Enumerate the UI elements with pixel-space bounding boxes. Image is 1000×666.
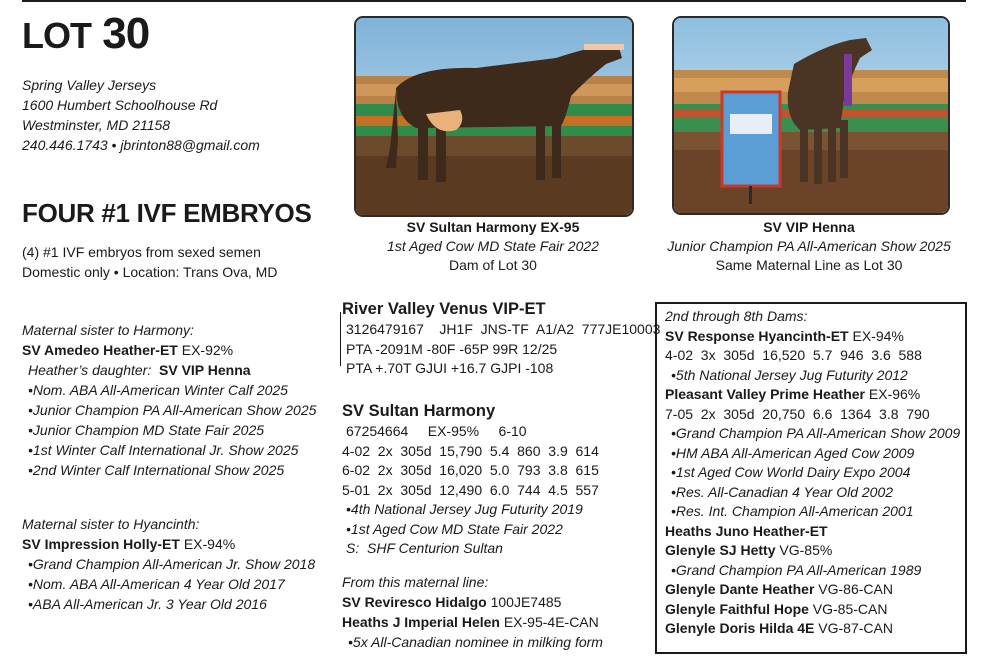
cow-name: SV Impression Holly-ET [22,536,180,552]
cow-score: VG-85-CAN [808,600,888,617]
award-bullet: •ABA All-American Jr. 3 Year Old 2016 [28,596,267,612]
section-intro: From this maternal line: [342,574,489,590]
harmony-photo [354,16,634,217]
lot-description [22,242,277,282]
award-bullet: •Junior Champion MD State Fair 2025 [28,422,265,438]
award-bullet: •5th National Jersey Jug Futurity 2012 [671,366,908,383]
relative-info: 100JE7485 [486,594,562,610]
section-intro: Maternal sister to Harmony: [22,322,194,338]
description-line: (4) #1 IVF embryos from sexed semen [22,244,261,260]
cow-name: SV Amedeo Heather-ET [22,342,178,358]
lot-title [22,8,149,62]
cow-score: EX-92% [177,342,234,358]
cow-score: VG-86-CAN [814,581,893,597]
dams-section [665,307,961,639]
cow-score: EX-94% [848,327,904,344]
photo-award: Junior Champion PA All-American Show 2025 [667,238,951,254]
award-bullet: •Res. All-Canadian 4 Year Old 2002 [671,483,894,500]
award-bullet: •Grand Champion PA All-American Show 2009 [671,425,961,441]
award-bullet: •2nd Winter Calf International Show 2025 [28,462,285,478]
cow-name: SV Response Hyancinth-ET [665,327,849,344]
lot-prefix: LOT [22,15,91,56]
dam-name: SV Sultan Harmony [342,402,496,420]
production-record: 4-02 2x 305d 15,790 5.4 860 3.9 614 [342,442,599,459]
award-bullet: •1st Aged Cow World Dairy Expo 2004 [671,464,911,480]
maternal-sister-harmony-section [22,320,342,480]
cow-score: EX-96% [865,386,921,402]
award-bullet: •Junior Champion PA All-American Show 2025 [28,402,317,418]
cow-name: Glenyle SJ Hetty [665,542,776,558]
award-bullet: •Grand Champion PA All-American 1989 [671,561,922,578]
award-bullet: •1st Winter Calf International Jr. Show 2025 [28,442,299,458]
cow-score: EX-94% [179,536,236,552]
award-bullet: •1st Aged Cow MD State Fair 2022 [346,520,563,537]
sire-section [342,298,661,379]
dam-id-line: 67254664 EX-95% 6-10 [346,423,527,439]
section-intro: Maternal sister to Hyancinth: [22,516,200,532]
daughter-name: SV VIP Henna [159,362,251,378]
top-rule [22,0,966,2]
dam-section [342,400,652,559]
sire-rule [340,312,341,366]
cow-name: Glenyle Dante Heather [665,581,815,597]
award-bullet: •Res. Int. Champion All-American 2001 [671,503,914,519]
production-record: 5-01 2x 305d 12,490 6.0 744 4.5 557 [342,481,599,498]
photo-note: Dam of Lot 30 [449,257,537,273]
relative-info: EX-95-4E-CAN [499,614,599,630]
photo-name: SV Sultan Harmony EX-95 [406,219,580,235]
sire-of-dam: S: SHF Centurion Sultan [346,540,503,556]
award-bullet: •Nom. ABA All-American Winter Calf 2025 [28,382,288,398]
production-record: 7-05 2x 305d 20,750 6.6 1364 3.8 790 [665,405,930,422]
description-line: Domestic only • Location: Trans Ova, MD [22,264,278,280]
photo-note: Same Maternal Line as Lot 30 [715,257,903,273]
award-bullet: •4th National Jersey Jug Futurity 2019 [346,501,583,517]
cow-name: Pleasant Valley Prime Heather [665,386,865,402]
cow-photo-image [356,18,632,215]
lot-number: 30 [102,9,150,58]
maternal-sister-hyancinth-section [22,514,342,614]
address-line: Westminster, MD 21158 [22,117,171,133]
sire-info-line: 3126479167 JH1F JNS-TF A1/A2 777JE10003 [346,321,661,337]
sire-info-line: PTA +.70T GJUI +16.7 GJPI -108 [346,360,554,376]
production-record: 4-02 3x 305d 16,520 5.7 946 3.6 588 [665,347,922,363]
henna-caption [650,218,968,275]
relative-name: Heaths J Imperial Helen [342,614,500,630]
award-bullet: •Nom. ABA All-American 4 Year Old 2017 [28,576,285,592]
photo-award: 1st Aged Cow MD State Fair 2022 [387,238,599,254]
cow-name: Glenyle Doris Hilda 4E [665,620,815,636]
harmony-caption [340,218,646,275]
award-bullet: •Grand Champion All-American Jr. Show 2018 [28,556,316,572]
sire-name: River Valley Venus VIP-ET [342,300,546,318]
section-intro: 2nd through 8th Dams: [665,308,808,324]
consignor-address [22,75,260,155]
cow-name: Glenyle Faithful Hope [665,600,809,617]
address-line: Spring Valley Jerseys [22,77,157,93]
cow-name: Heaths Juno Heather-ET [665,522,828,539]
daughter-label: Heather’s daughter: [28,362,152,378]
cow-photo-image [674,18,948,213]
award-bullet: •5x All-Canadian nominee in milking form [348,634,603,650]
lot-headline: FOUR #1 IVF EMBRYOS [22,198,312,228]
relative-name: SV Reviresco Hidalgo [342,594,487,610]
sire-info-line: PTA -2091M -80F -65P 99R 12/25 [346,340,558,357]
address-line: 1600 Humbert Schoolhouse Rd [22,97,218,113]
contact-line: 240.446.1743 • jbrinton88@gmail.com [22,137,260,153]
henna-photo [672,16,950,215]
cow-score: VG-87-CAN [814,620,893,636]
production-record: 6-02 2x 305d 16,020 5.0 793 3.8 615 [342,462,599,478]
cow-score: VG-85% [775,542,833,558]
photo-name: SV VIP Henna [763,219,855,235]
award-bullet: •HM ABA All-American Aged Cow 2009 [671,444,915,461]
maternal-line-section [342,572,652,652]
